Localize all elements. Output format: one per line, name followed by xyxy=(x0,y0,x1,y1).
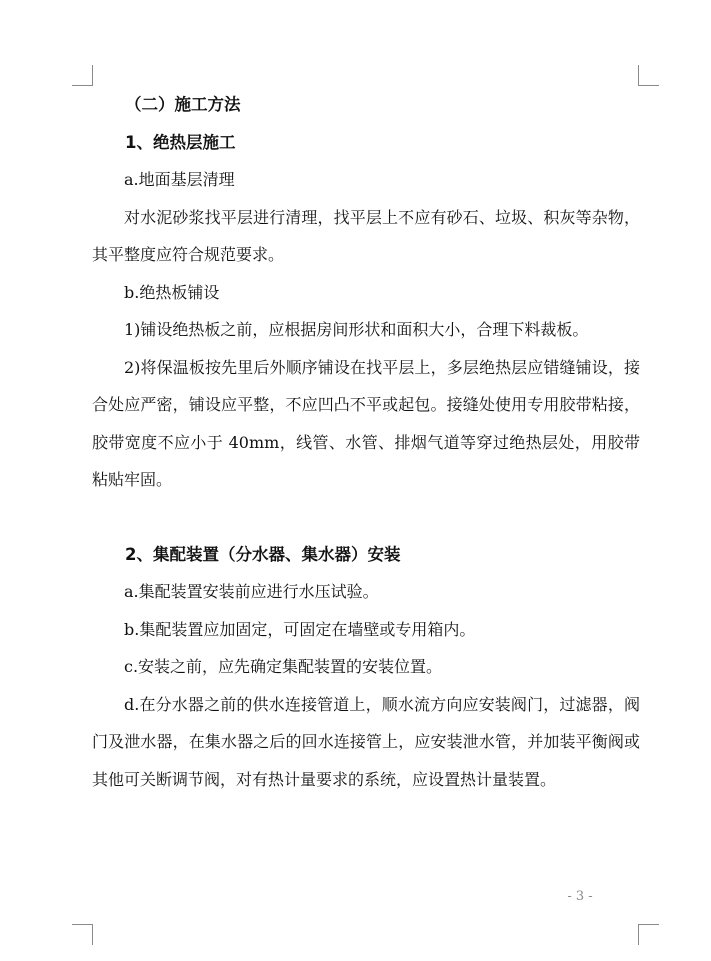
crop-mark-bottom-left xyxy=(72,924,93,945)
item-fixing: b.集配装置应加固定，可固定在墙壁或专用箱内。 xyxy=(124,619,476,639)
subsection-heading-manifold: 2、集配装置（分水器、集水器）安装 xyxy=(125,544,401,564)
paragraph-base-cleaning: 对水泥砂浆找平层进行清理，找平层上不应有砂石、垃圾、积灰等杂物，其平整度应符合规范要求。 xyxy=(92,207,640,264)
crop-mark-top-right xyxy=(638,65,659,86)
subsection-heading-insulation: 1、绝热层施工 xyxy=(125,132,236,152)
item-valves: d.在分水器之前的供水连接管道上，顺水流方向应安装阀门，过滤器，阀门及泄水器，在集水器之后的回水连接管上，应安装泄水管，并加装平衡阀或其他可关断调节阀，对有热计量要求的系统，应设置热计量装置。 xyxy=(92,694,640,789)
document-body xyxy=(92,86,640,798)
item-position: c.安装之前，应先确定集配装置的安装位置。 xyxy=(124,657,443,676)
crop-mark-bottom-right xyxy=(638,924,659,945)
blank-line xyxy=(92,499,640,536)
item-insulation-board-laying: b.绝热板铺设 xyxy=(124,282,220,302)
item-base-cleaning: a.地面基层清理 xyxy=(124,170,235,189)
item-pressure-test: a.集配装置安装前应进行水压试验。 xyxy=(124,582,379,601)
crop-mark-top-left xyxy=(72,65,93,86)
page-number: - 3 - xyxy=(567,889,593,904)
paragraph-board-laying: 2)将保温板按先里后外顺序铺设在找平层上，多层绝热层应错缝铺设，接合处应严密，铺设应平整，不应凹凸不平或起包。接缝处使用专用胶带粘接，胶带宽度不应小于 40mm，线管、水管、排烟气道等穿过绝热层处，用胶带粘贴牢固。 xyxy=(92,357,640,489)
paragraph-board-cutting: 1)铺设绝热板之前，应根据房间形状和面积大小，合理下料裁板。 xyxy=(124,320,589,339)
section-heading-construction-method: （二）施工方法 xyxy=(125,95,241,114)
